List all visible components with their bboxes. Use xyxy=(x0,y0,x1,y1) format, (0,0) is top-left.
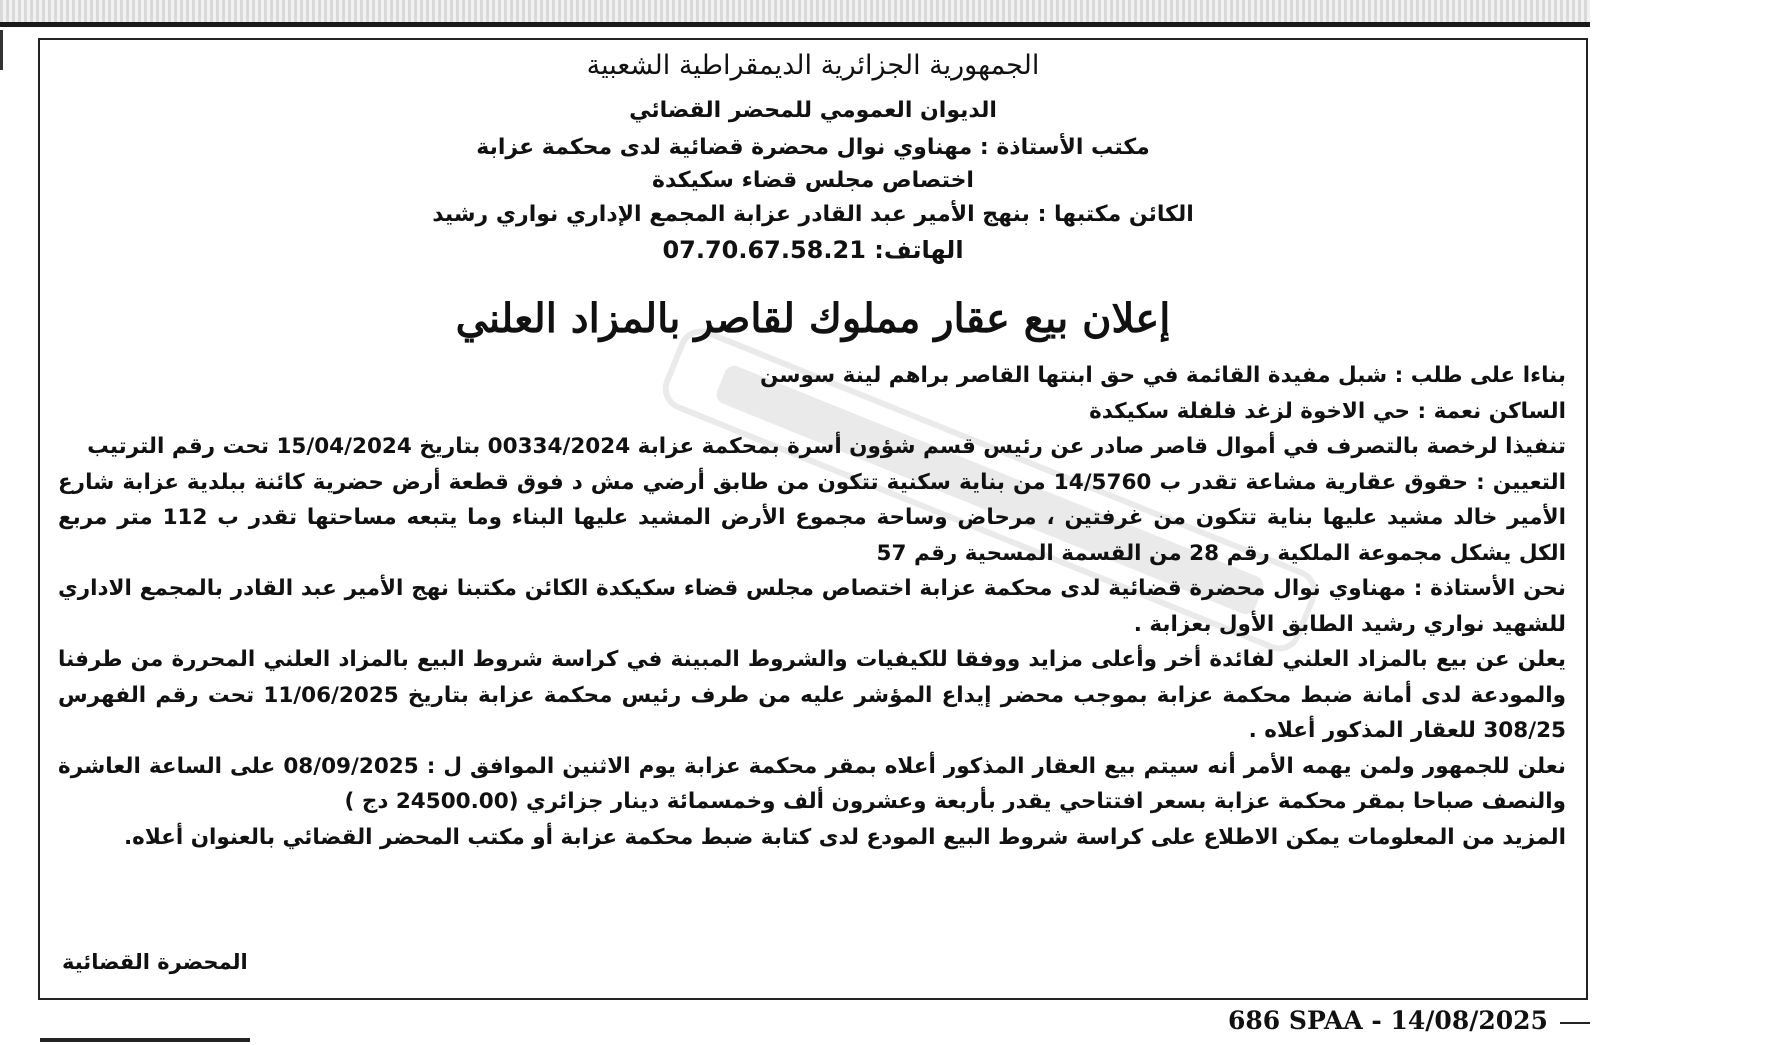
bottom-rule xyxy=(40,1038,250,1042)
announcement-title: إعلان بيع عقار مملوك لقاصر بالمزاد العلني xyxy=(455,295,1171,342)
announcement-frame xyxy=(38,38,1588,1000)
paragraph-sale-date: نعلن للجمهور ولمن يهمه الأمر أنه سيتم بيع العقار المذكور أعلاه بمقر محكمة عزابة يوم الاثنين الموافق ل : 08/09/2025 على الساعة العاشرة والنصف صباحا بمقر محكمة عزابة بسعر افتتاحي يقدر بأربعة وعشرون ألف وخمسمائة دينار جزائري (24500.00 دج ) xyxy=(58,753,1566,814)
paragraph-bailiff: نحن الأستاذة : مهناوي نوال محضرة قضائية لدى محكمة عزابة اختصاص مجلس قضاء سكيكدة الكائن مكتبنا نهج الأمير عبد القادر بالمجمع الاداري للشهيد نواري رشيد الطابق الأول بعزابة . xyxy=(58,576,1566,637)
office-name: الديوان العمومي للمحضر القضائي xyxy=(629,98,997,123)
paragraph-designation: التعيين : حقوق عقارية مشاعة تقدر ب 14/5760 من بناية سكنية تتكون من طابق أرضي مش د فوق قطعة أرض حضرية كائنة ببلدية عزابة شارع الأمير خالد مشيد عليها بناية تتكون من غرفتين ، مرحاض وساحة مجموع الأرض المشيد عليها البناء وما يتبعه مساحتها تقدر ب 112 متر مربع الكل يشكل مجموعة الملكية رقم 28 من القسمة المسحية رقم 57 xyxy=(58,469,1566,566)
jurisdiction: اختصاص مجلس قضاء سكيكدة xyxy=(652,168,974,193)
announcement-body xyxy=(58,358,1566,855)
header-band xyxy=(0,0,1590,22)
publication-reference: 686 SPAA - 14/08/2025 xyxy=(1228,1006,1548,1035)
paragraph-more-info: المزيد من المعلومات يمكن الاطلاع على كراسة شروط البيع المودع لدى كتابة ضبط محكمة عزابة أو مكتب المحضر القضائي بالعنوان أعلاه. xyxy=(123,824,1566,850)
republic-heading: الجمهورية الجزائرية الديمقراطية الشعبية xyxy=(586,50,1040,81)
paragraph-sale-notice: يعلن عن بيع بالمزاد العلني لفائدة أخر وأعلى مزايد ووفقا للكيفيات والشروط المبينة في كراسة شروط البيع بالمزاد العلني المحررة من طرفنا والمودعة لدى أمانة ضبط محكمة عزابة بموجب محضر إيداع المؤشر عليه من طرف رئيس محكمة عزابة بتاريخ 11/06/2025 تحت رقم الفهرس 308/25 للعقار المذكور أعلاه . xyxy=(58,647,1566,743)
footer-rule xyxy=(1560,1022,1590,1024)
paragraph-requester: بناءا على طلب : شبل مفيدة القائمة في حق ابنتها القاصر براهم لينة سوسن xyxy=(760,363,1566,388)
office-address: الكائن مكتبها : بنهج الأمير عبد القادر عزابة المجمع الإداري نواري رشيد xyxy=(432,202,1194,227)
bailiff-name: مكتب الأستاذة : مهناوي نوال محضرة قضائية لدى محكمة عزابة xyxy=(476,135,1150,160)
signature-label: المحضرة القضائية xyxy=(62,950,248,974)
phone-number: الهاتف: 07.70.67.58.21 xyxy=(662,236,964,264)
left-margin-mark xyxy=(0,30,3,70)
top-rule xyxy=(0,22,1590,27)
paragraph-residence: الساكن نعمة : حي الاخوة لزغد فلفلة سكيكدة xyxy=(1089,398,1566,424)
paragraph-authorization: تنفيذا لرخصة بالتصرف في أموال قاصر صادر عن رئيس قسم شؤون أسرة بمحكمة عزابة 00334/2024 بتاريخ 15/04/2024 تحت رقم الترتيب xyxy=(87,434,1566,459)
